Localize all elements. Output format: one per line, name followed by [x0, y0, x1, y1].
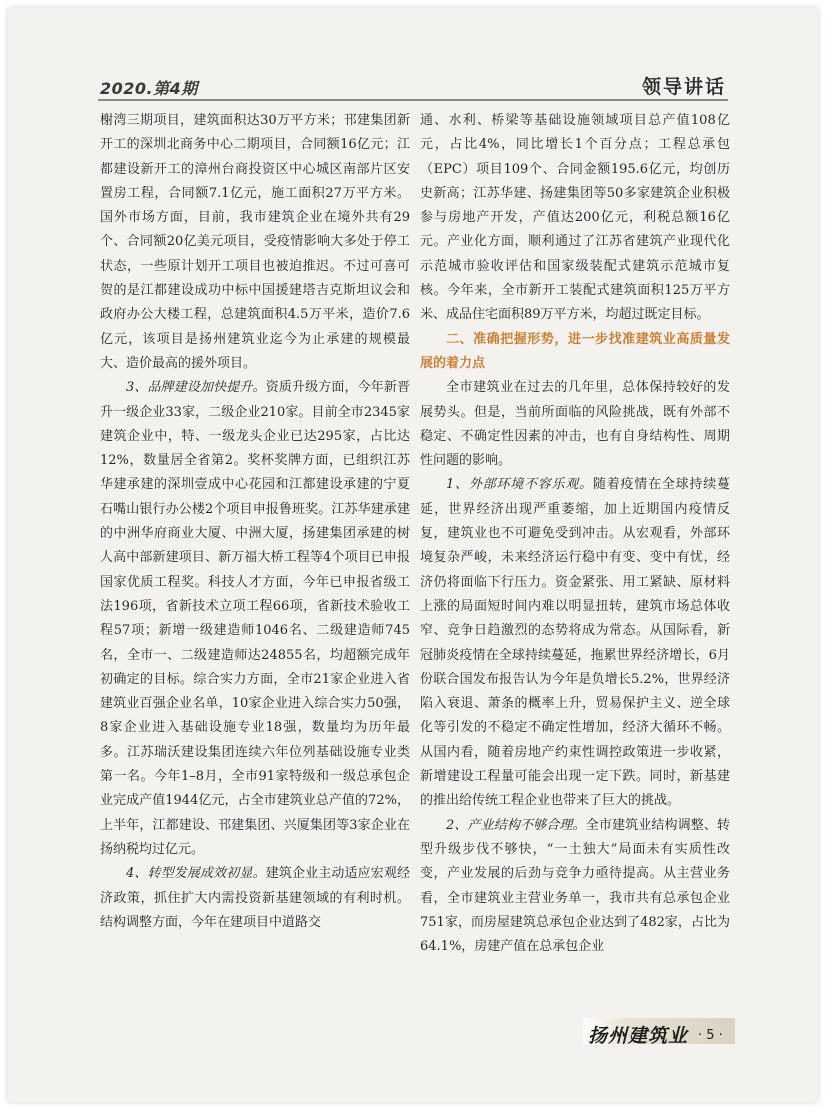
paragraph — [420, 109, 730, 328]
issue-label: 2020.第4期 — [100, 79, 198, 98]
paragraph — [420, 814, 730, 960]
paragraph-text: 全市建筑业结构调整、转型升级步伐不够快，“一土独大”局面未有实质性改变，产业发展的后劲与竞争力亟待提高。从主营业务看，全市建筑业主营业务单一，我市共有总承包企业751家，而房屋建筑总承包企业达到了482家，占比为64.1%，房建产值在总承包企业 — [420, 817, 730, 955]
paragraph — [420, 376, 730, 473]
paragraph — [420, 473, 730, 813]
page-number: · 5 · — [698, 1028, 723, 1043]
left-column — [100, 109, 410, 935]
paragraph-text: 榭湾三期项目，建筑面积达30万平方米；邗建集团新开工的深圳北商务中心二期项目，合同额16亿元；江都建设新开工的漳州台商投资区中心城区南部片区安置房工程，合同额7.1亿元，施工面积27万平方米。国外市场方面，目前，我市建筑企业在境外共有29个、合同额20亿美元项目，受疫情影响大多处于停工状态，一些原计划开工项目也被迫推迟。不过可喜可贺的是江都建设成功中标中国援建塔吉克斯坦议会和政府办公大楼工程，总建筑面积4.5万平米，造价7.6亿元，该项目是扬州建筑业迄今为止承建的规模最大、造价最高的援外项目。 — [100, 113, 410, 371]
magazine-page — [8, 8, 818, 1102]
paragraph-text: 随着疫情在全球持续蔓延，世界经济出现严重萎缩，加上近期国内疫情反复，建筑业也不可避免受到冲击。从宏观看，外部环境复杂严峻，未来经济运行稳中有变、变中有忧，经济仍将面临下行压力。资金紧张、用工紧缺、原材料上涨的局面短时间内难以明显扭转，建筑市场总体收窄、竞争日趋激烈的态势将成为常态。从国际看，新冠肺炎疫情在全球持续蔓延，拖累世界经济增长，6月份联合国发布报告认为今年是负增长5.2%，世界经济陷入衰退、萧条的概率上升，贸易保护主义、逆全球化等引发的不稳定不确定性增加，经济大循环不畅。从国内看，随着房地产约束性调控政策进一步收紧，新增建设工程量可能会出现一定下跌。同时，新基建的推出给传统工程企业也带来了巨大的挑战。 — [420, 477, 730, 809]
paragraph-text: 全市建筑业在过去的几年里，总体保持较好的发展势头。但是，当前所面临的风险挑战，既有外部不稳定、不确定性因素的冲击，也有自身结构性、周期性问题的影响。 — [420, 380, 730, 469]
paragraph-lead: 1、外部环境不容乐观。 — [446, 477, 593, 493]
paragraph-lead: 3、品牌建设加快提升。 — [126, 380, 266, 396]
header-divider — [98, 99, 728, 101]
paragraph — [100, 109, 410, 376]
paragraph-text: 通、水利、桥梁等基础设施领域项目总产值108亿元，占比4%，同比增长1个百分点；工程总承包（EPC）项目109个、合同金额195.6亿元，均创历史新高；江苏华建、扬建集团等50多家建筑企业积极参与房地产开发，产值达200亿元，利税总额16亿元。产业化方面，顺利通过了江苏省建筑产业现代化示范城市验收评估和国家级装配式建筑示范城市复核。今年来，全市新开工装配式建筑面积125万平方米、成品住宅面积89万平方米，均超过既定目标。 — [420, 113, 730, 323]
paragraph-text: 资质升级方面，今年新晋升一级企业33家，二级企业210家。目前全市2345家建筑企业中，特、一级龙头企业已达295家，占比达12%，数量居全省第2。奖杯奖牌方面，已组织江苏华建承建的深圳壹成中心花园和江都建设承建的宁夏石嘴山银行办公楼2个项目申报鲁班奖。江苏华建承建的中洲华府商业大厦、中洲大厦，扬建集团承建的树人高中部新建项目、新万福大桥工程等4个项目已申报国家优质工程奖。科技人才方面，今年已申报省级工法196项，省新技术立项工程66项，省新技术验收工程57项；新增一级建造师1046名、二级建造师745名，全市一、二级建造师达24855名，均超额完成年初确定的目标。综合实力方面，全市21家企业进入省建筑业百强企业名单，10家企业进入综合实力50强，8家企业进入基础设施专业18强，数量均为历年最多。江苏瑞沃建设集团连续六年位列基础设施专业类第一名。今年1–8月，全市91家特级和一级总承包企业完成产值1944亿元，占全市建筑业总产值的72%，上半年，江都建设、邗建集团、兴厦集团等3家企业在扬纳税均过亿元。 — [100, 380, 410, 857]
magazine-logo: 扬州建筑业 — [588, 1025, 689, 1047]
section-title: 领导讲话 — [641, 76, 726, 98]
paragraph — [100, 862, 410, 935]
section-heading: 二、准确把握形势，进一步找准建筑业高质量发展的着力点 — [420, 331, 730, 371]
paragraph-text: 建筑企业主动适应宏观经济政策，抓住扩大内需投资新基建领域的有利时机。结构调整方面，今年在建项目中道路交 — [100, 866, 410, 930]
paragraph-lead: 2、产业结构不够合理。 — [446, 817, 586, 833]
paragraph-lead: 4、转型发展成效初显。 — [126, 866, 266, 882]
right-column — [420, 109, 730, 959]
paragraph — [100, 376, 410, 862]
